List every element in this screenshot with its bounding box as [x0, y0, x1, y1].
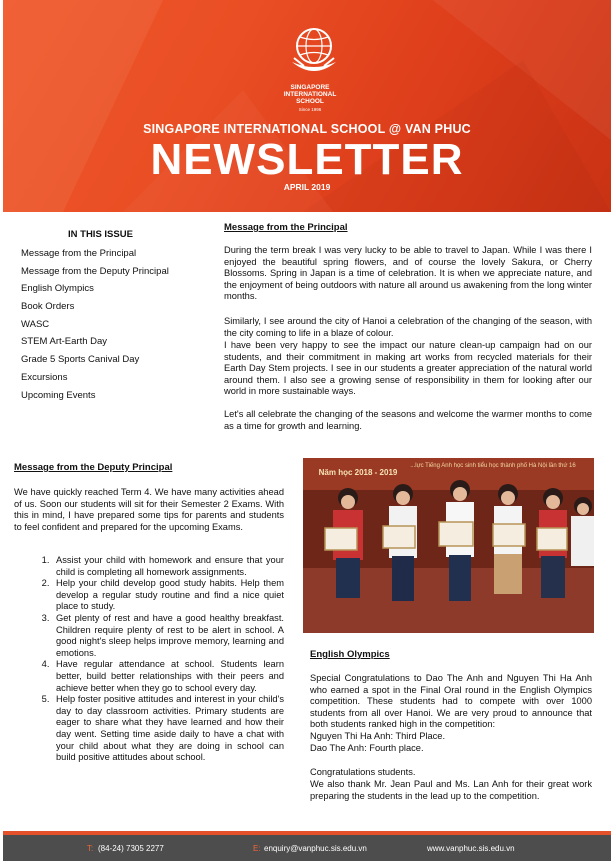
principal-paragraph-2: Similarly, I see around the city of Hanoi a celebration of the changing of the season, with the city coming to life in a blaze of colour.: [224, 316, 592, 338]
english-olympics-photo: [303, 458, 594, 633]
deputy-tip: 2. Help your child develop good study habits. Help them develop a regular study routine and find a nice quiet place to study.: [52, 578, 284, 613]
toc-item-wasc: WASC: [21, 318, 50, 330]
footer-accent-bar: [3, 831, 611, 835]
olympics-paragraph-3: We also thank Mr. Jean Paul and Ms. Lan Anh for their great work preparing the students in the lead up to the competition.: [310, 779, 592, 801]
toc-item-stem-earth-day: STEM Art-Earth Day: [21, 336, 108, 348]
toc-item-sports-day: Grade 5 Sports Canival Day: [21, 354, 140, 366]
principal-heading: Message from the Principal: [224, 222, 348, 233]
deputy-tip: 5. Help foster positive attitudes and interest in your child's day to day classroom activities. Primary students are eager to share what they have learned and how their day went. Setting time aside daily to have a chat with your child about what they are doing in school can build positive attitudes about school.: [52, 694, 284, 764]
deputy-heading: Message from the Deputy Principal: [14, 462, 173, 473]
deputy-tip: 3. Get plenty of rest and have a good healthy breakfast. Children require plenty of rest to be alert in school. A good night's sleep helps improve memory, learning and emotions.: [52, 613, 284, 659]
olympics-fourth-place: Dao The Anh: Fourth place.: [310, 743, 424, 753]
principal-paragraph-3: I have been very happy to see the impact our nature clean-up campaign had on our students, and their commitment in making art works from recycled materials for their Earth Day Stem projects. I see in our students a greater appreciation of the natural world around them. I also see a growing sense of responsibility in them for looking after our world in more sustainable ways.: [224, 340, 592, 397]
school-title: SINGAPORE INTERNATIONAL SCHOOL @ VAN PHUC: [143, 122, 471, 136]
phone-label: T:: [87, 844, 94, 853]
school-globe-logo-icon: [284, 20, 344, 80]
toc-item-deputy: Message from the Deputy Principal: [21, 265, 169, 277]
principal-paragraph-4: Let's all celebrate the changing of the seasons and welcome the warmer months to come as a time for growth and learning.: [224, 409, 592, 431]
deputy-tip: 1. Assist your child with homework and ensure that your child is completing all homework assignments.: [52, 555, 284, 578]
principal-paragraph-1: During the term break I was very lucky to be able to travel to Japan. While I was there I enjoyed the beautiful spring flowers, and of course the lovely Sakura, or Cherry Blossoms. Spring in Japan is a time of celebration. It is when we appreciate nature, and the enjoyment of being outdoors with nature all around us awakening from the long winter months.: [224, 245, 592, 302]
newsletter-header: [3, 0, 611, 212]
photo-banner-text: ...lực Tiếng Anh học sinh tiểu học thành phố Hà Nội lần thứ 16: [410, 463, 576, 469]
deputy-intro: We have quickly reached Term 4. We have many activities ahead of us. Soon our students will sit for their Semester 2 Exams. With this in mind, I have prepared some tips for parents and students to feel confident and prepared for the upcoming Exams.: [14, 487, 284, 532]
olympics-third-place: Nguyen Thi Ha Anh: Third Place.: [310, 731, 446, 741]
students-award-photo-illustration: [303, 458, 594, 633]
website-link[interactable]: www.vanphuc.sis.edu.vn: [427, 844, 515, 853]
toc-item-excursions: Excursions: [21, 371, 68, 383]
email-label: E:: [253, 844, 261, 853]
olympics-heading: English Olympics: [310, 649, 390, 660]
toc-item-book-orders: Book Orders: [21, 301, 75, 313]
newsletter-footer: [3, 831, 611, 861]
olympics-paragraph-2: Congratulations students.: [310, 767, 416, 777]
toc-item-principal: Message from the Principal: [21, 248, 137, 259]
email-address[interactable]: enquiry@vanphuc.sis.edu.vn: [264, 844, 367, 853]
toc-list: [21, 245, 169, 404]
toc-item-upcoming-events: Upcoming Events: [21, 389, 96, 401]
toc-item-english-olympics: English Olympics: [21, 283, 94, 295]
deputy-tip: 4. Have regular attendance at school. Students learn better, build better relationships with their peers and achieve better when they go to school every day.: [52, 659, 284, 694]
deputy-tips-list: [14, 555, 284, 764]
issue-date: APRIL 2019: [283, 182, 331, 192]
photo-year-text: Năm học 2018 - 2019: [318, 468, 398, 477]
toc-title: IN THIS ISSUE: [68, 229, 133, 240]
logo-school-name: SINGAPORE INTERNATIONAL SCHOOL Since 1996: [283, 84, 337, 112]
newsletter-title: NEWSLETTER: [150, 135, 464, 184]
phone-number: (84-24) 7305 2277: [98, 844, 164, 853]
olympics-paragraph-1: Special Congratulations to Dao The Anh and Nguyen Thi Ha Anh who earned a spot in the Final Oral round in the English Olympics competition. These students had to compete with over 1000 students from all over Hanoi. We are very proud to announce that both students ranked high in the competition:: [310, 673, 592, 730]
